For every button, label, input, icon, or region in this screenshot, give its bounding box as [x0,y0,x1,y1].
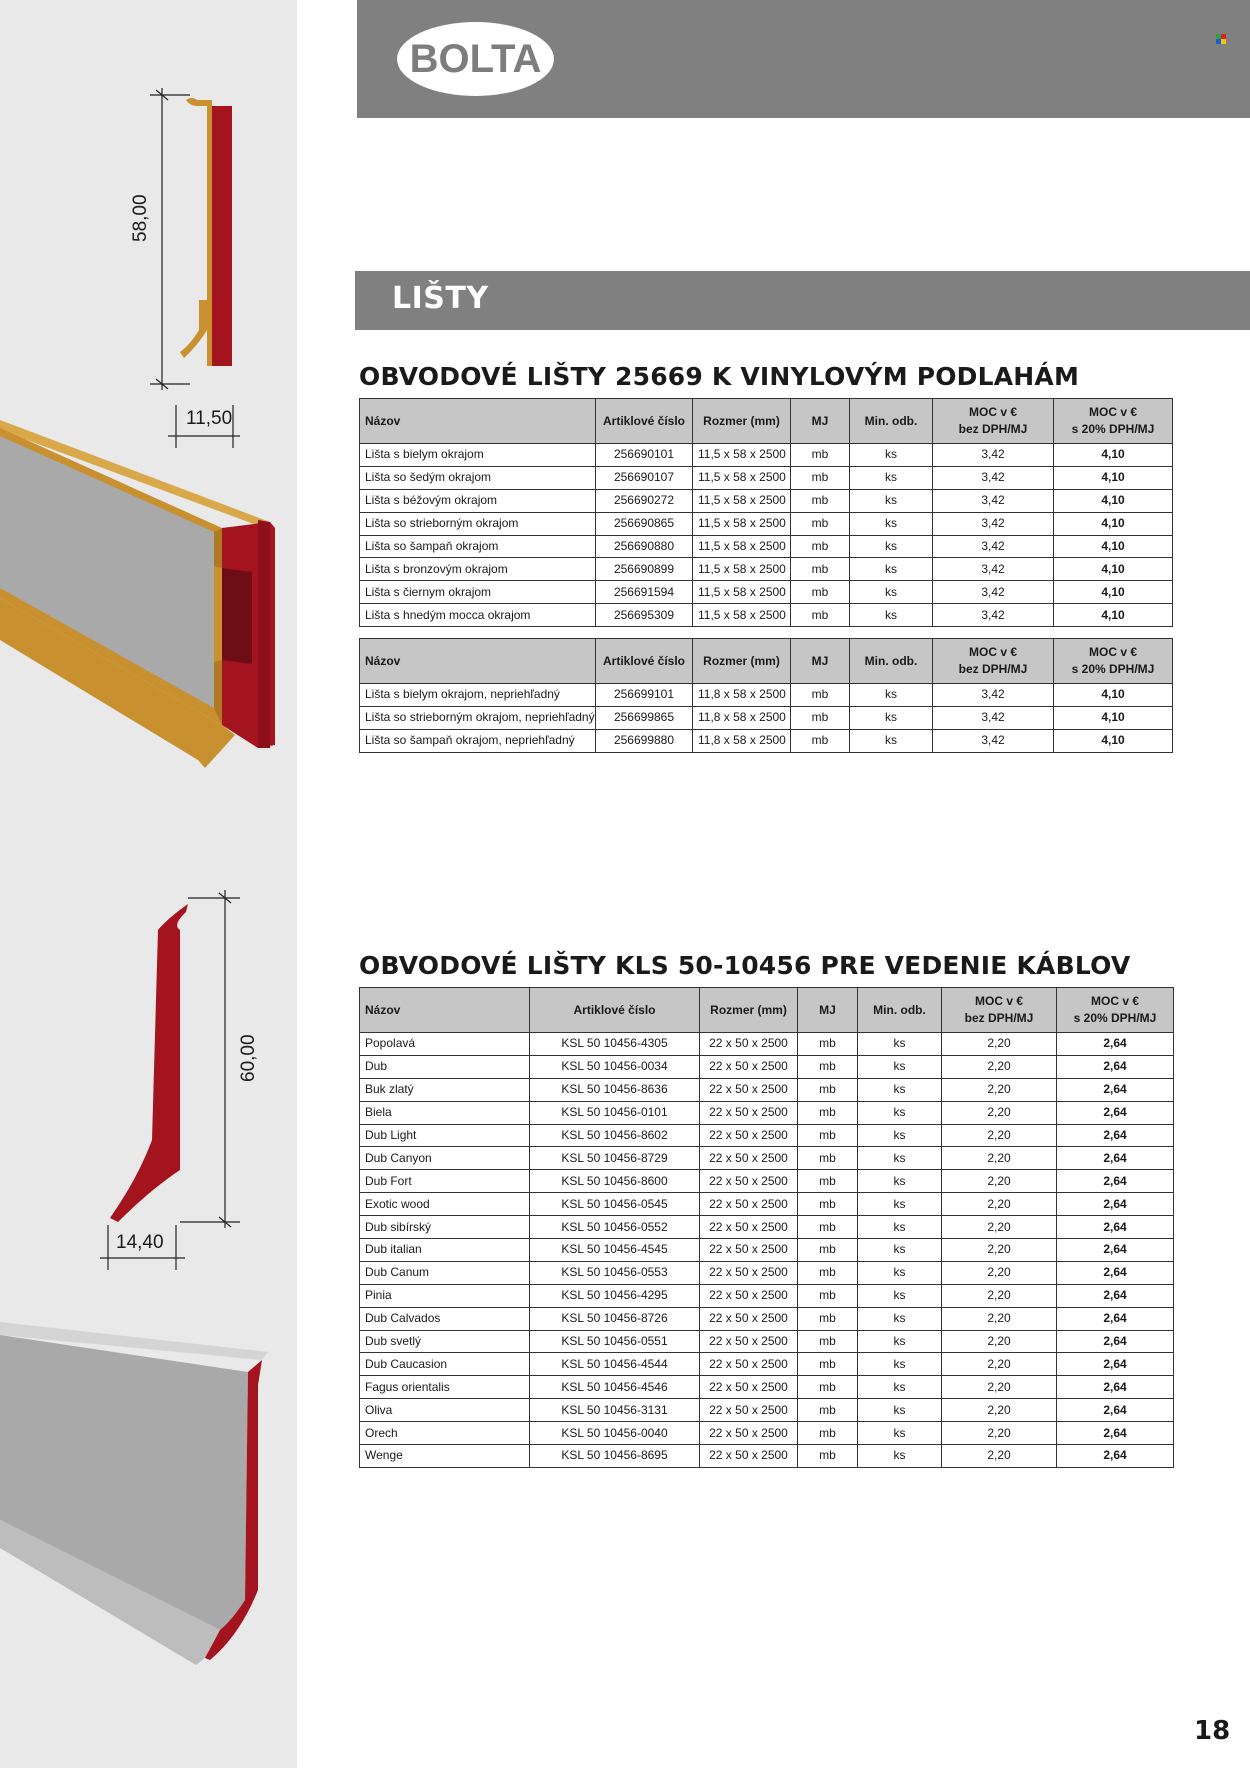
cell-size: 11,5 x 58 x 2500 [693,581,791,604]
profile-25669-cross-section [150,88,240,448]
cell-min: ks [850,684,933,707]
cell-article: KSL 50 10456-3131 [530,1399,700,1422]
col-moc-net: MOC v € bez DPH/MJ [942,988,1057,1033]
cell-article: 256690272 [596,489,693,512]
cell-min: ks [858,1101,942,1124]
dimension-height-top: 58,00 [130,194,151,242]
cell-moc-gross: 4,10 [1054,729,1173,752]
cell-min: ks [858,1399,942,1422]
cell-moc-net: 3,42 [933,512,1054,535]
table-row [360,1216,1174,1239]
cell-unit: mb [791,729,850,752]
cell-article: KSL 50 10456-4545 [530,1239,700,1262]
table-row [360,684,1173,707]
cell-name: Lišta s bielym okrajom, nepriehľadný [360,684,596,707]
cell-moc-net: 2,20 [942,1353,1057,1376]
cell-article: 256690899 [596,558,693,581]
col-unit: MJ [791,399,850,444]
table-header-row [360,399,1173,444]
table-row [360,1261,1174,1284]
col-size: Rozmer (mm) [700,988,798,1033]
cell-min: ks [858,1147,942,1170]
cell-unit: mb [798,1101,858,1124]
cell-size: 11,5 x 58 x 2500 [693,444,791,467]
cell-name: Buk zlatý [360,1078,530,1101]
cell-article: 256691594 [596,581,693,604]
cell-article: KSL 50 10456-0545 [530,1193,700,1216]
cell-unit: mb [798,1216,858,1239]
cell-name: Dub Canyon [360,1147,530,1170]
cell-moc-net: 2,20 [942,1445,1057,1468]
cell-min: ks [850,512,933,535]
cell-min: ks [858,1422,942,1445]
cell-moc-gross: 2,64 [1057,1239,1174,1262]
cell-min: ks [858,1078,942,1101]
product-2-table [359,987,1174,1468]
cell-name: Biela [360,1101,530,1124]
table-row [360,581,1173,604]
cell-min: ks [850,729,933,752]
cell-moc-gross: 2,64 [1057,1216,1174,1239]
cell-article: 256695309 [596,604,693,627]
cell-moc-net: 3,42 [933,706,1054,729]
cell-article: KSL 50 10456-8602 [530,1124,700,1147]
cell-moc-net: 3,42 [933,466,1054,489]
table-row [360,1284,1174,1307]
cell-name: Dub italian [360,1239,530,1262]
table-row [360,1422,1174,1445]
cell-article: 256690865 [596,512,693,535]
cell-min: ks [858,1193,942,1216]
cell-moc-gross: 2,64 [1057,1376,1174,1399]
cell-unit: mb [798,1284,858,1307]
table-row [360,466,1173,489]
table-header-row [360,639,1173,684]
table-row [360,1193,1174,1216]
cell-name: Lišta s bielym okrajom [360,444,596,467]
profile-drawings [0,0,300,1768]
cell-unit: mb [798,1078,858,1101]
col-moc-net: MOC v € bez DPH/MJ [933,639,1054,684]
cell-name: Wenge [360,1445,530,1468]
cell-article: KSL 50 10456-8636 [530,1078,700,1101]
table-row [360,1147,1174,1170]
cell-unit: mb [798,1330,858,1353]
cell-unit: mb [791,489,850,512]
cell-size: 22 x 50 x 2500 [700,1353,798,1376]
cell-unit: mb [798,1239,858,1262]
cell-moc-gross: 4,10 [1054,535,1173,558]
cell-unit: mb [798,1124,858,1147]
table-row [360,1033,1174,1056]
cell-size: 22 x 50 x 2500 [700,1147,798,1170]
col-size: Rozmer (mm) [693,399,791,444]
cell-unit: mb [798,1445,858,1468]
col-name: Názov [360,399,596,444]
cell-moc-net: 3,42 [933,558,1054,581]
cell-moc-net: 2,20 [942,1033,1057,1056]
cell-min: ks [858,1307,942,1330]
cell-article: 256690101 [596,444,693,467]
page-number: 18 [1194,1716,1231,1746]
cell-min: ks [850,604,933,627]
cell-moc-gross: 2,64 [1057,1193,1174,1216]
cell-article: KSL 50 10456-0034 [530,1055,700,1078]
cell-size: 22 x 50 x 2500 [700,1307,798,1330]
cell-moc-net: 3,42 [933,581,1054,604]
cell-min: ks [850,706,933,729]
cell-unit: mb [791,512,850,535]
cell-article: KSL 50 10456-4544 [530,1353,700,1376]
cell-size: 11,5 x 58 x 2500 [693,512,791,535]
cell-name: Fagus orientalis [360,1376,530,1399]
cell-unit: mb [791,444,850,467]
col-article: Artiklové číslo [530,988,700,1033]
cell-min: ks [858,1353,942,1376]
cell-min: ks [858,1376,942,1399]
cell-name: Lišta s bronzovým okrajom [360,558,596,581]
cell-moc-gross: 2,64 [1057,1330,1174,1353]
product-2-title: OBVODOVÉ LIŠTY KLS 50-10456 PRE VEDENIE KÁBLOV [359,951,1131,980]
cell-moc-net: 3,42 [933,684,1054,707]
table-row [360,1330,1174,1353]
cell-name: Lišta so strieborným okrajom [360,512,596,535]
cell-min: ks [858,1239,942,1262]
cell-moc-gross: 4,10 [1054,466,1173,489]
cell-unit: mb [791,558,850,581]
cell-min: ks [850,466,933,489]
cell-unit: mb [791,535,850,558]
cell-size: 11,5 x 58 x 2500 [693,489,791,512]
cell-size: 22 x 50 x 2500 [700,1261,798,1284]
cell-min: ks [858,1170,942,1193]
cell-moc-net: 2,20 [942,1216,1057,1239]
table-row [360,1170,1174,1193]
cell-name: Dub svetlý [360,1330,530,1353]
table-row [360,512,1173,535]
product-1-title: OBVODOVÉ LIŠTY 25669 K VINYLOVÝM PODLAHÁM [359,362,1080,391]
cell-name: Lišta s čiernym okrajom [360,581,596,604]
cell-size: 22 x 50 x 2500 [700,1124,798,1147]
cell-moc-net: 2,20 [942,1078,1057,1101]
col-name: Názov [360,639,596,684]
col-min: Min. odb. [858,988,942,1033]
cell-min: ks [850,535,933,558]
cell-moc-net: 2,20 [942,1101,1057,1124]
cell-min: ks [858,1055,942,1078]
cell-moc-gross: 2,64 [1057,1055,1174,1078]
cell-unit: mb [798,1261,858,1284]
table-row [360,558,1173,581]
cell-moc-gross: 2,64 [1057,1284,1174,1307]
cell-moc-gross: 4,10 [1054,444,1173,467]
cell-name: Lišta so šampaň okrajom, nepriehľadný [360,729,596,752]
cell-unit: mb [798,1147,858,1170]
cell-unit: mb [798,1376,858,1399]
cell-size: 22 x 50 x 2500 [700,1445,798,1468]
table-row [360,1353,1174,1376]
cell-size: 22 x 50 x 2500 [700,1078,798,1101]
table-row [360,1399,1174,1422]
cell-moc-net: 2,20 [942,1170,1057,1193]
cell-moc-gross: 2,64 [1057,1124,1174,1147]
cell-article: KSL 50 10456-8726 [530,1307,700,1330]
section-bar [355,271,1250,330]
cell-article: KSL 50 10456-0553 [530,1261,700,1284]
table-row [360,535,1173,558]
cell-unit: mb [791,684,850,707]
profile-kls50-render [0,1322,268,1665]
cell-moc-gross: 4,10 [1054,512,1173,535]
product-1-table-a [359,398,1173,627]
cell-size: 22 x 50 x 2500 [700,1239,798,1262]
col-moc-gross: MOC v € s 20% DPH/MJ [1054,399,1173,444]
cell-size: 11,5 x 58 x 2500 [693,604,791,627]
cell-article: KSL 50 10456-4546 [530,1376,700,1399]
table-header-row [360,988,1174,1033]
cell-moc-gross: 4,10 [1054,706,1173,729]
cell-moc-gross: 2,64 [1057,1101,1174,1124]
cell-size: 22 x 50 x 2500 [700,1284,798,1307]
cell-unit: mb [798,1353,858,1376]
col-unit: MJ [798,988,858,1033]
cell-moc-net: 2,20 [942,1124,1057,1147]
cell-size: 22 x 50 x 2500 [700,1330,798,1353]
table-row [360,1445,1174,1468]
section-title: LIŠTY [392,281,489,316]
col-moc-gross: MOC v € s 20% DPH/MJ [1057,988,1174,1033]
cell-moc-net: 2,20 [942,1055,1057,1078]
cell-name: Dub Canum [360,1261,530,1284]
cell-article: 256699865 [596,706,693,729]
logo-text: BOLTA [409,36,542,81]
table-row [360,489,1173,512]
dimension-width-bottom: 14,40 [116,1232,164,1253]
cell-moc-gross: 2,64 [1057,1445,1174,1468]
cell-unit: mb [798,1033,858,1056]
cell-size: 11,5 x 58 x 2500 [693,466,791,489]
table-row [360,1124,1174,1147]
cell-unit: mb [798,1193,858,1216]
col-min: Min. odb. [850,639,933,684]
cell-moc-gross: 4,10 [1054,604,1173,627]
cell-size: 11,5 x 58 x 2500 [693,558,791,581]
cell-name: Lišta s béžovým okrajom [360,489,596,512]
cell-moc-gross: 4,10 [1054,558,1173,581]
cell-size: 22 x 50 x 2500 [700,1216,798,1239]
cell-moc-net: 2,20 [942,1239,1057,1262]
cell-moc-net: 3,42 [933,604,1054,627]
table-row [360,1078,1174,1101]
cell-name: Dub sibírský [360,1216,530,1239]
cell-moc-gross: 2,64 [1057,1261,1174,1284]
cell-moc-net: 2,20 [942,1284,1057,1307]
cell-min: ks [850,444,933,467]
cell-name: Dub Calvados [360,1307,530,1330]
cell-moc-net: 2,20 [942,1399,1057,1422]
cell-unit: mb [791,581,850,604]
cell-name: Dub Caucasion [360,1353,530,1376]
cell-article: KSL 50 10456-0552 [530,1216,700,1239]
cell-article: KSL 50 10456-8600 [530,1170,700,1193]
cell-unit: mb [798,1170,858,1193]
profile-gold-edge [180,98,212,366]
dimension-width-top: 11,50 [186,408,233,429]
cell-name: Pinia [360,1284,530,1307]
col-moc-gross: MOC v € s 20% DPH/MJ [1054,639,1173,684]
product-1-table-b [359,638,1173,753]
cell-size: 11,8 x 58 x 2500 [693,684,791,707]
cell-moc-net: 2,20 [942,1376,1057,1399]
cell-min: ks [850,558,933,581]
cell-moc-gross: 2,64 [1057,1422,1174,1445]
cell-article: KSL 50 10456-0040 [530,1422,700,1445]
cell-name: Exotic wood [360,1193,530,1216]
profile-25669-render [0,420,275,768]
cell-moc-gross: 4,10 [1054,489,1173,512]
cell-moc-gross: 2,64 [1057,1078,1174,1101]
cell-moc-gross: 2,64 [1057,1147,1174,1170]
color-registration-icon [1216,34,1226,44]
cell-min: ks [858,1033,942,1056]
cell-size: 22 x 50 x 2500 [700,1101,798,1124]
cell-article: KSL 50 10456-4295 [530,1284,700,1307]
profile-kls50-cross-section [100,890,240,1270]
dimension-height-bottom: 60,00 [238,1034,259,1082]
cell-size: 11,8 x 58 x 2500 [693,706,791,729]
cell-min: ks [850,489,933,512]
cell-name: Popolavá [360,1033,530,1056]
cell-size: 22 x 50 x 2500 [700,1055,798,1078]
cell-size: 11,8 x 58 x 2500 [693,729,791,752]
cell-moc-net: 2,20 [942,1307,1057,1330]
table-row [360,1376,1174,1399]
cell-unit: mb [791,706,850,729]
cell-article: KSL 50 10456-0101 [530,1101,700,1124]
cell-article: KSL 50 10456-8729 [530,1147,700,1170]
cell-size: 22 x 50 x 2500 [700,1422,798,1445]
bolta-logo [397,22,554,96]
cell-unit: mb [798,1422,858,1445]
cell-min: ks [850,581,933,604]
cell-moc-net: 2,20 [942,1261,1057,1284]
cell-name: Lišta so šedým okrajom [360,466,596,489]
cell-moc-net: 2,20 [942,1147,1057,1170]
cell-article: KSL 50 10456-8695 [530,1445,700,1468]
cell-min: ks [858,1216,942,1239]
cell-moc-net: 2,20 [942,1330,1057,1353]
cell-moc-gross: 2,64 [1057,1399,1174,1422]
cell-moc-net: 3,42 [933,444,1054,467]
col-min: Min. odb. [850,399,933,444]
col-article: Artiklové číslo [596,639,693,684]
cell-size: 22 x 50 x 2500 [700,1033,798,1056]
cell-moc-gross: 2,64 [1057,1307,1174,1330]
col-size: Rozmer (mm) [693,639,791,684]
col-moc-net: MOC v € bez DPH/MJ [933,399,1054,444]
col-unit: MJ [791,639,850,684]
cell-moc-net: 2,20 [942,1422,1057,1445]
cell-size: 22 x 50 x 2500 [700,1376,798,1399]
cell-name: Dub [360,1055,530,1078]
cell-article: KSL 50 10456-4305 [530,1033,700,1056]
cell-unit: mb [798,1307,858,1330]
table-row [360,1239,1174,1262]
cell-moc-net: 3,42 [933,489,1054,512]
cell-moc-gross: 2,64 [1057,1033,1174,1056]
col-name: Názov [360,988,530,1033]
cell-article: 256690107 [596,466,693,489]
cell-moc-gross: 2,64 [1057,1170,1174,1193]
cell-name: Dub Fort [360,1170,530,1193]
cell-moc-net: 2,20 [942,1193,1057,1216]
col-article: Artiklové číslo [596,399,693,444]
cell-size: 11,5 x 58 x 2500 [693,535,791,558]
cell-unit: mb [798,1399,858,1422]
cell-size: 22 x 50 x 2500 [700,1399,798,1422]
table-row [360,444,1173,467]
cell-moc-net: 3,42 [933,729,1054,752]
cell-article: 256690880 [596,535,693,558]
cell-min: ks [858,1284,942,1307]
cell-min: ks [858,1445,942,1468]
cell-size: 22 x 50 x 2500 [700,1170,798,1193]
cell-min: ks [858,1330,942,1353]
cell-name: Orech [360,1422,530,1445]
cell-moc-gross: 2,64 [1057,1353,1174,1376]
cell-moc-gross: 4,10 [1054,581,1173,604]
table-row [360,1101,1174,1124]
table-row [360,706,1173,729]
cell-article: 256699101 [596,684,693,707]
cell-name: Lišta s hnedým mocca okrajom [360,604,596,627]
table-row [360,1055,1174,1078]
cell-name: Lišta so šampaň okrajom [360,535,596,558]
table-row [360,604,1173,627]
cell-article: 256699880 [596,729,693,752]
cell-name: Lišta so strieborným okrajom, nepriehľadný [360,706,596,729]
cell-name: Dub Light [360,1124,530,1147]
table-row [360,1307,1174,1330]
table-row [360,729,1173,752]
cell-unit: mb [798,1055,858,1078]
cell-moc-net: 3,42 [933,535,1054,558]
cell-article: KSL 50 10456-0551 [530,1330,700,1353]
cell-min: ks [858,1124,942,1147]
cell-moc-gross: 4,10 [1054,684,1173,707]
cell-unit: mb [791,604,850,627]
cell-unit: mb [791,466,850,489]
cell-name: Oliva [360,1399,530,1422]
cell-min: ks [858,1261,942,1284]
cell-size: 22 x 50 x 2500 [700,1193,798,1216]
